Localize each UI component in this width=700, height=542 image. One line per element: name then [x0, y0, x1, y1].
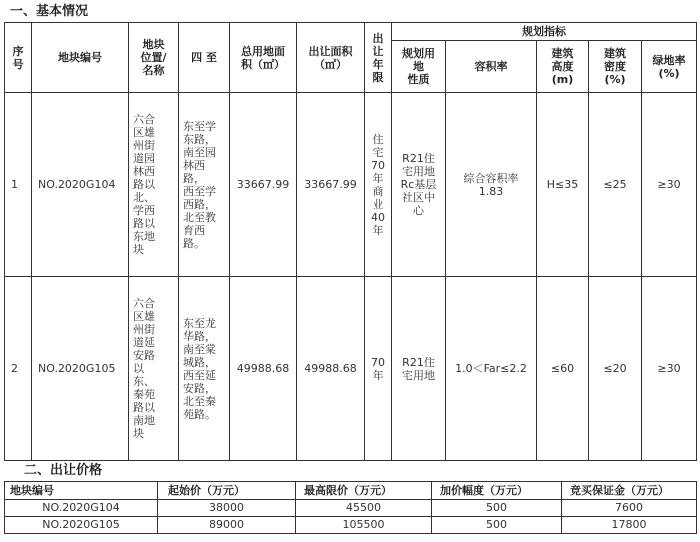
- header-boundary: 四 至: [191, 51, 217, 64]
- row1-density: ≤25: [603, 178, 627, 191]
- row1-height: H≤35: [546, 178, 579, 191]
- price-row1-max: 45500: [346, 501, 381, 514]
- price-row1-increment: 500: [486, 501, 507, 514]
- price-header-increment: 加价幅度（万元）: [440, 483, 528, 497]
- row1-land-use: R21住 宅用地 Rc基层 社区中 心: [400, 152, 437, 217]
- header-seq: 序 号: [12, 44, 24, 71]
- row2-sale-area: 49988.68: [304, 362, 357, 375]
- row2-seq: 2: [11, 362, 18, 375]
- header-location: 地块 位置/ 名称: [140, 38, 167, 77]
- row2-plot-no: NO.2020G105: [38, 362, 116, 375]
- row1-term: 住 宅 70 年 商 业 40 年: [371, 132, 385, 237]
- row2-location: 六合 区雄 州街 道延 安路 以 东、 秦苑 路以 南地 块: [133, 297, 155, 440]
- header-term: 出 让 年 限: [372, 31, 384, 84]
- section1-title: 一、基本情况: [10, 4, 89, 19]
- header-density: 建筑 密度 (%): [604, 47, 626, 86]
- row1-total-area: 33667.99: [236, 178, 290, 191]
- price-row1-plot-no: NO.2020G104: [42, 501, 120, 514]
- row1-far: 综合容积率 1.83: [463, 171, 519, 198]
- price-row2-start: 89000: [209, 518, 244, 531]
- header-sale-area: 出让面积 （㎡）: [308, 44, 353, 71]
- row2-boundary: 东至龙 华路， 南至棠 城路， 西至延 安路， 北至秦 苑路。: [183, 316, 216, 421]
- section2-title: 二、出让价格: [24, 463, 103, 478]
- row1-location: 六合 区雄 州街 道园 林西 路以 北、 学西 路以 东地 块: [133, 113, 155, 256]
- row2-land-use: R21住 宅用地: [402, 355, 435, 382]
- price-row1-deposit: 7600: [615, 501, 643, 514]
- price-header-start: 起始价（万元）: [168, 483, 245, 497]
- row2-density: ≤20: [603, 362, 627, 375]
- row2-green: ≥30: [657, 362, 681, 375]
- row2-height: ≤60: [550, 362, 575, 375]
- row2-term: 70 年: [371, 355, 385, 382]
- price-header-deposit: 竞买保证金（万元）: [570, 483, 669, 497]
- row1-seq: 1: [11, 178, 18, 191]
- header-far: 容积率: [474, 60, 508, 73]
- header-plot-no: 地块编号: [58, 51, 102, 64]
- price-row2-deposit: 17800: [611, 518, 647, 531]
- row1-plot-no: NO.2020G104: [38, 178, 116, 191]
- header-land-use: 规划用 地 性质: [402, 47, 435, 86]
- header-total-area: 总用地面 积（㎡）: [241, 44, 285, 71]
- price-row2-max: 105500: [342, 518, 385, 531]
- row2-total-area: 49988.68: [236, 362, 290, 375]
- row1-boundary: 东至学 东路， 南至园 林西 路， 西至学 西路， 北至教 育西 路。: [183, 119, 216, 250]
- price-row2-increment: 500: [486, 518, 507, 531]
- header-height: 建筑 高度 (m): [551, 47, 574, 86]
- price-header-max: 最高限价（万元）: [304, 483, 392, 497]
- row2-far: 1.0＜Far≤2.2: [455, 362, 527, 375]
- price-row2-plot-no: NO.2020G105: [42, 518, 120, 531]
- header-planning: 规划指标: [522, 25, 566, 38]
- header-green: 绿地率 (%): [652, 53, 686, 80]
- row1-green: ≥30: [657, 178, 681, 191]
- price-header-plot-no: 地块编号: [10, 483, 54, 497]
- row1-sale-area: 33667.99: [304, 178, 357, 191]
- price-row1-start: 38000: [209, 501, 244, 514]
